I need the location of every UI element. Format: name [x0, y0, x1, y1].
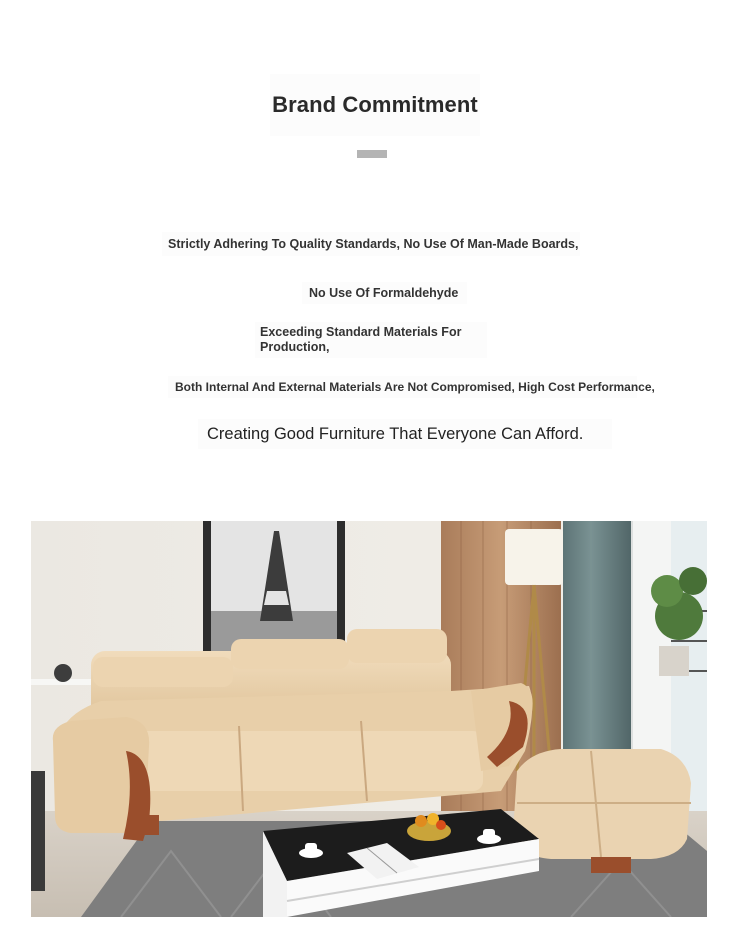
commitment-line-2: No Use Of Formaldehyde: [302, 282, 467, 304]
commitment-line-1: Strictly Adhering To Quality Standards, No Use Of Man-Made Boards,: [162, 232, 580, 256]
commitment-slogan: Creating Good Furniture That Everyone Can Afford.: [198, 419, 612, 449]
title-divider: [357, 150, 387, 158]
section-title: Brand Commitment: [270, 74, 480, 136]
ottoman: [513, 749, 691, 873]
commitment-line-4: Both Internal And External Materials Are Not Compromised, High Cost Performance,: [168, 376, 637, 398]
sofa-product-photo: [31, 521, 707, 917]
commitment-line-3: Exceeding Standard Materials For Production,: [255, 322, 487, 358]
side-table: [31, 771, 45, 891]
